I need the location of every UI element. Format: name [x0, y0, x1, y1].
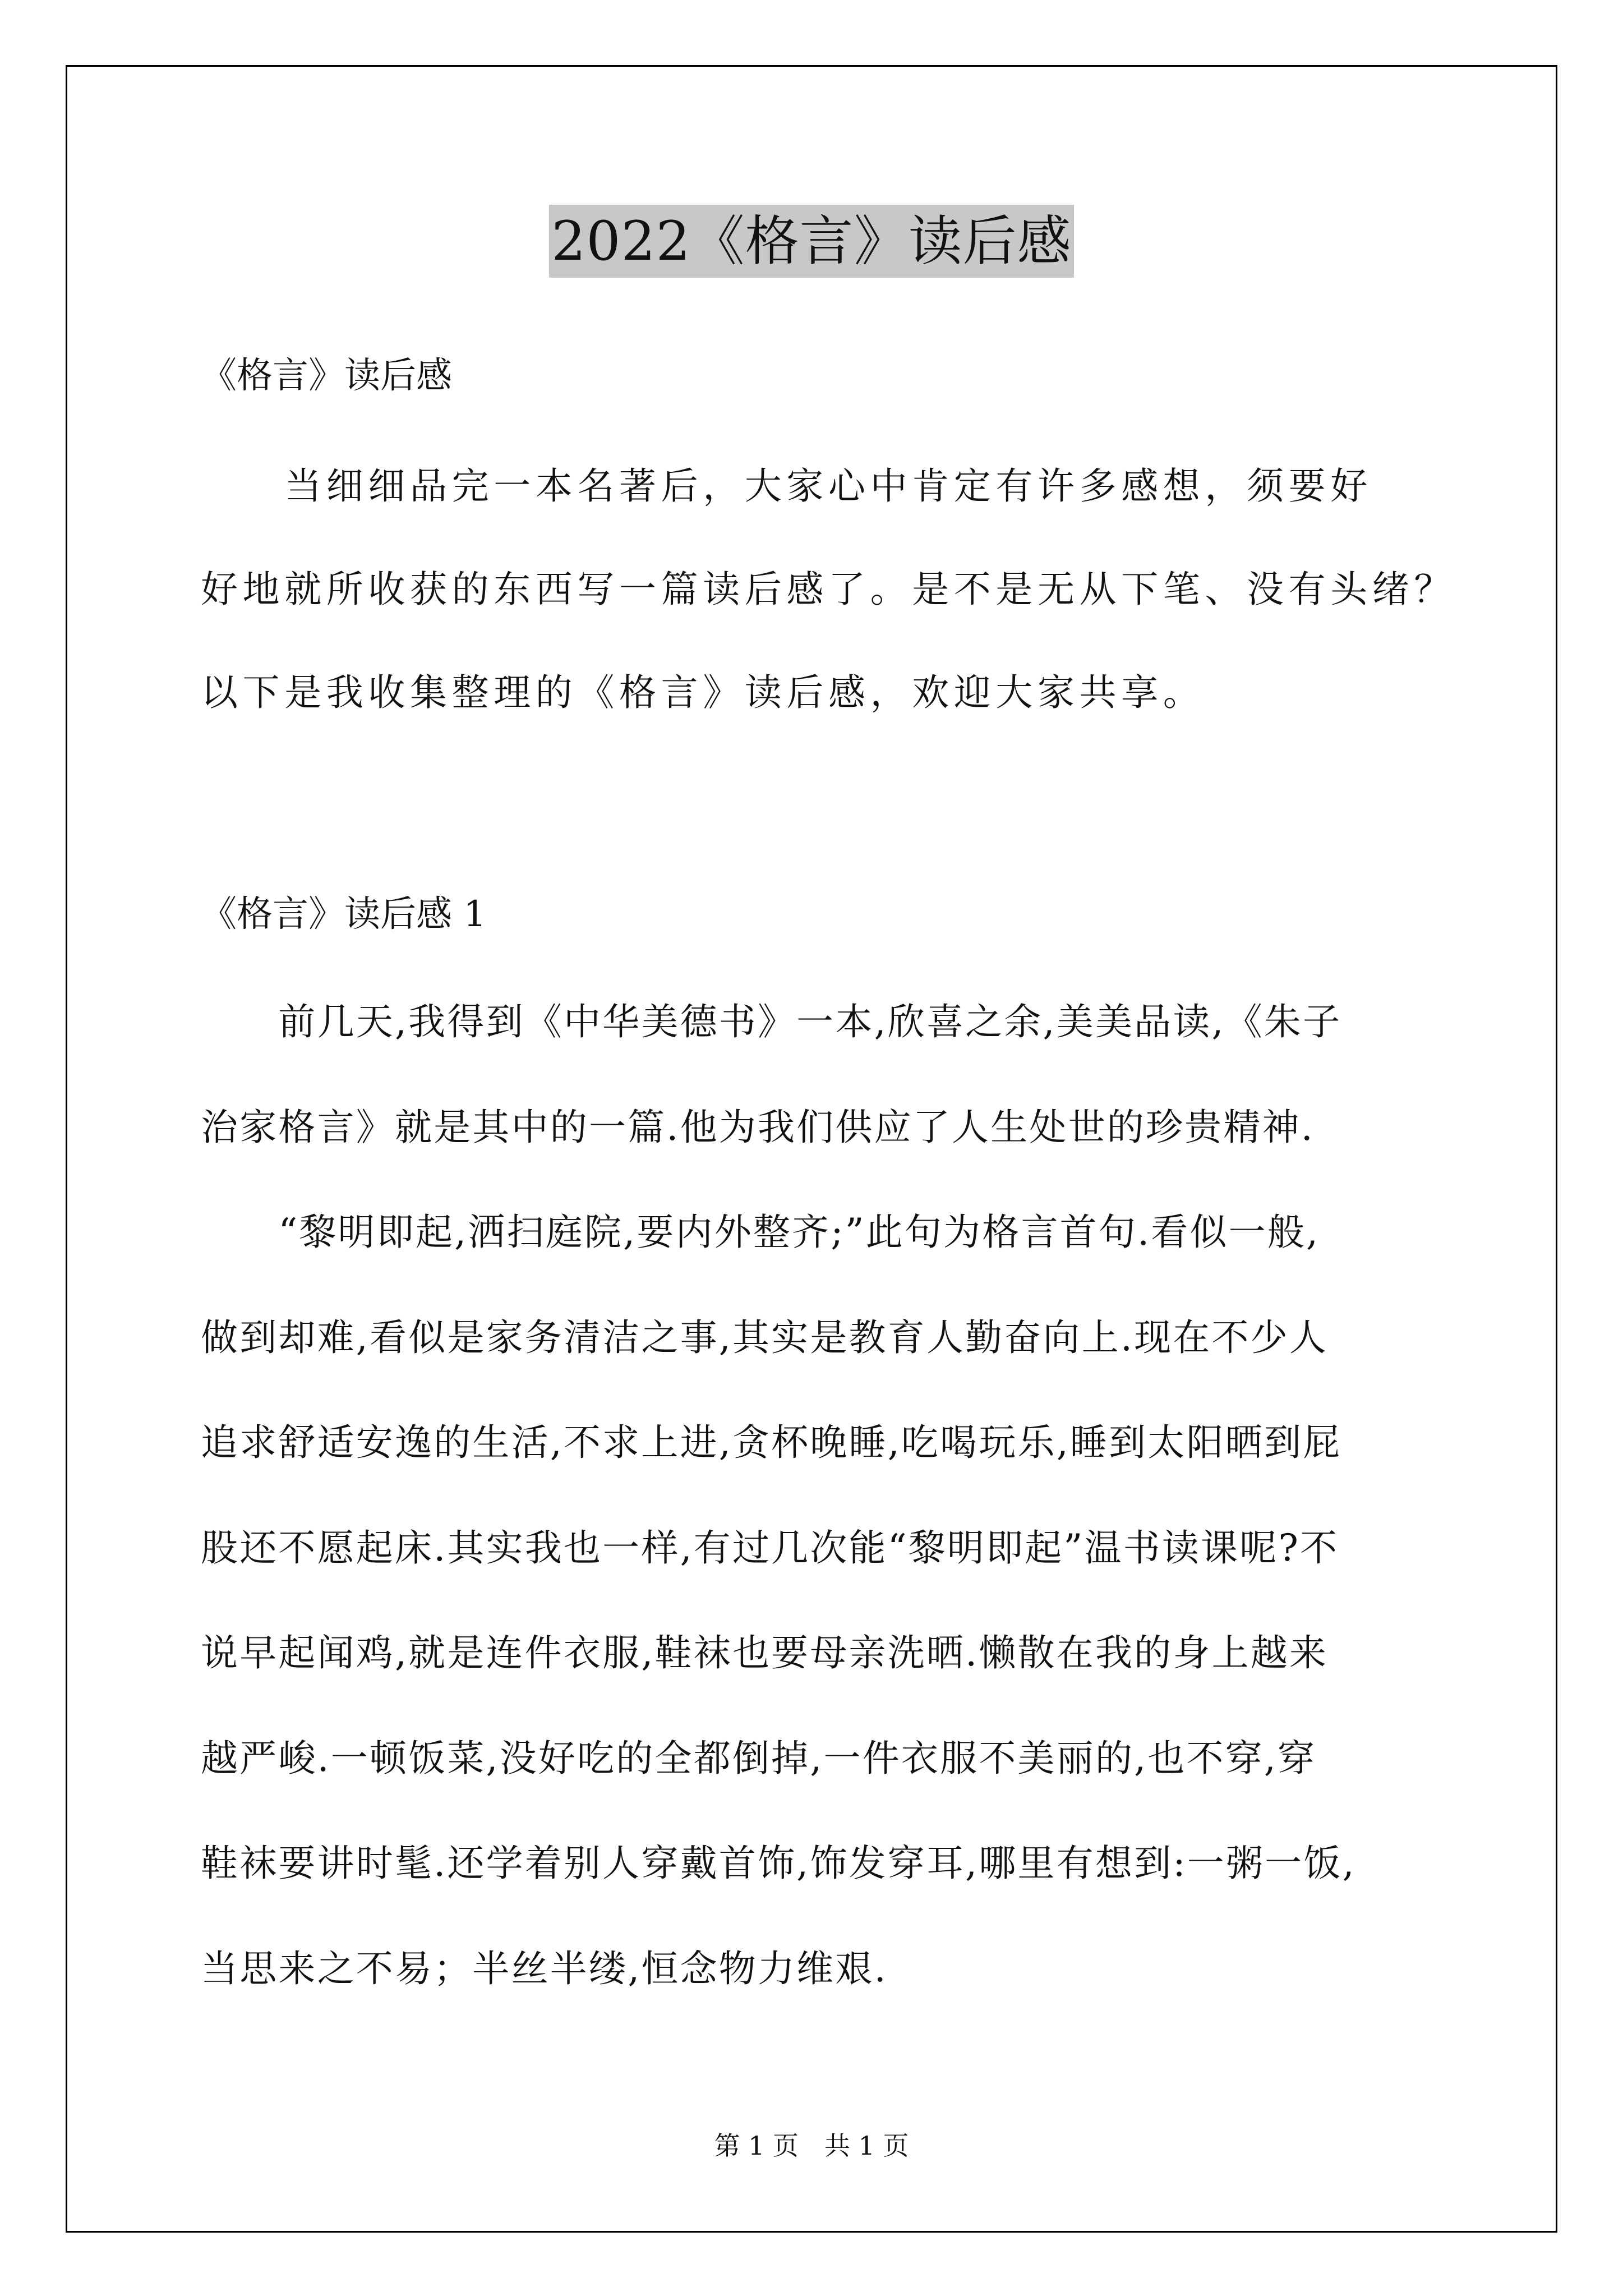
document-title: 2022《格言》读后感	[549, 205, 1073, 278]
body-line: 追求舒适安逸的生活,不求上进,贪杯晚睡,吃喝玩乐,睡到太阳晒到屁	[201, 1421, 1342, 1464]
intro-line: 好地就所收获的东西写一篇读后感了。是不是无从下笔、没有头绪？	[201, 568, 1456, 611]
body-line: 治家格言》就是其中的一篇.他为我们供应了人生处世的珍贵精神.	[201, 1106, 1315, 1149]
body-line: 当思来之不易；半丝半缕,恒念物力维艰.	[201, 1947, 888, 1990]
page-total: 共 1 页	[824, 2131, 909, 2161]
intro-line: 以下是我收集整理的《格言》读后感，欢迎大家共享。	[201, 671, 1205, 714]
page-number: 第 1 页	[714, 2131, 799, 2161]
body-line: 股还不愿起床.其实我也一样,有过几次能“黎明即起”温书读课呢?不	[201, 1526, 1339, 1570]
page-footer	[0, 2129, 1623, 2162]
intro-heading: 《格言》读后感	[201, 355, 452, 397]
body-line: 前几天,我得到《中华美德书》一本,欣喜之余,美美品读,《朱子	[201, 1000, 1342, 1043]
intro-line: 当细细品完一本名著后，大家心中肯定有许多感想，须要好	[201, 464, 1372, 508]
body-line: 越严峻.一顿饭菜,没好吃的全都倒掉,一件衣服不美丽的,也不穿,穿	[201, 1737, 1317, 1780]
body-line: “黎明即起,洒扫庭院,要内外整齐;”此句为格言首句.看似一般,	[201, 1211, 1320, 1254]
body-line: 做到却难,看似是家务清洁之事,其实是教育人勤奋向上.现在不少人	[201, 1316, 1329, 1359]
title-block	[0, 205, 1623, 278]
section-heading: 《格言》读后感 1	[201, 894, 487, 935]
body-line: 说早起闻鸡,就是连件衣服,鞋袜也要母亲洗晒.懒散在我的身上越来	[201, 1631, 1329, 1674]
body-line: 鞋袜要讲时髦.还学着别人穿戴首饰,饰发穿耳,哪里有想到:一粥一饭,	[201, 1842, 1356, 1885]
